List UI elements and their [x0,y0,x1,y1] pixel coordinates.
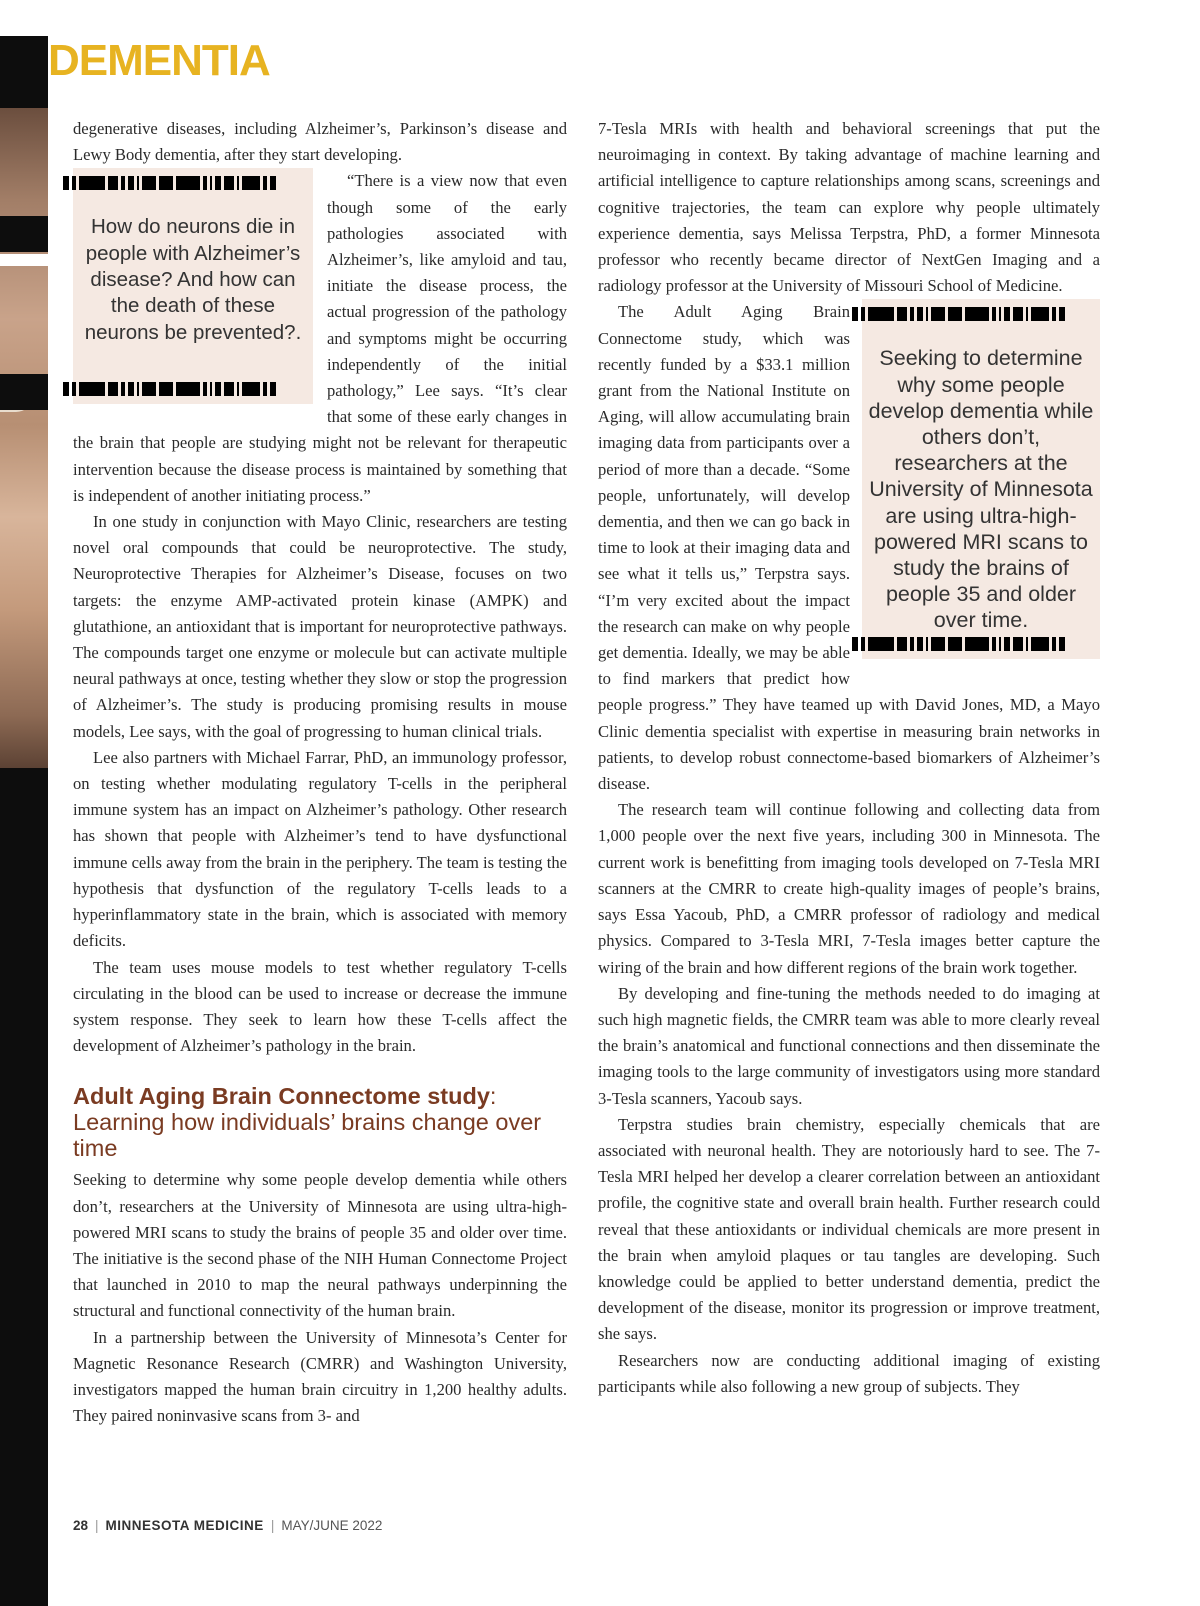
paragraph: The research team will continue following and collecting data from 1,000 people over the next five years, including 300 in Minnesota. The current work is benefitting from imaging tools developed on 7-Tesla MRI scanners at the CMRR to create high-quality images of people’s brains, says Essa Yacoub, PhD, a CMRR professor of radiology and medical physics. Compared to 3-Tesla MRI, 7-Tesla images better capture the wiring of the brain and how different regions of the brain work together. [598,800,1100,977]
edge-mark [0,216,48,252]
barcode-ornament-bottom [63,382,323,396]
barcode-bar [203,382,207,396]
barcode-bar [926,307,928,321]
paragraph: degenerative diseases, including Alzheimer’s, Parkinson’s disease and Lewy Body dementia, after they start developing. [73,119,567,165]
pull-quote [862,299,1100,659]
barcode-bar [948,307,962,321]
barcode-bar [897,307,907,321]
barcode-bar [263,176,267,190]
barcode-bar [965,307,989,321]
barcode-bar [910,637,914,651]
paragraph: “There is a view now that even though some of the early pathologies associated with Alzheimer’s, like amyloid and tau, initiate the disease process, the actual progression of the pathology and symptoms might be occurring independently of the initial pathology,” Lee says. “It’s clear that some of these early changes in the brain that people are studying might not be relevant for therapeutic intervention because the disease process is maintained by something that is independent of another initiating process.” [73,171,567,505]
barcode-bar [159,176,173,190]
barcode-bar [1052,307,1056,321]
barcode-bar [203,176,207,190]
barcode-bar [868,637,894,651]
barcode-bar [142,382,156,396]
barcode-bar [270,176,276,190]
barcode-bar [965,637,989,651]
magazine-name: MINNESOTA MEDICINE [105,1518,264,1533]
edge-mark-white [0,0,48,36]
barcode-bar [242,176,260,190]
section-title: DEMENTIA [48,36,270,85]
pull-quote [73,168,313,404]
barcode-bar [999,637,1001,651]
subhead-bold: Adult Aging Brain Connectome study [73,1083,490,1110]
barcode-bar [79,382,105,396]
pull-quote-text: Seeking to determine why some people develop dementia while others don’t, researchers at the University of Minnesota are using ultra-high-powered MRI scans to study the brains of people 35 and older over time. [868,346,1094,633]
paragraph: By developing and fine-tuning the methods needed to do imaging at such high magnetic fields, the CMRR team was able to more clearly reveal the brain’s anatomical and functional connections and then disseminate the imaging tools to the large community of investigators using more standard 3-Tesla scanners, Yacoub says. [598,983,1100,1108]
barcode-bar [868,307,894,321]
barcode-bar [861,307,865,321]
barcode-bar [242,382,260,396]
barcode-bar [159,382,173,396]
barcode-bar [176,382,200,396]
page-footer [73,1518,382,1533]
barcode-bar [215,176,221,190]
barcode-bar [1059,637,1065,651]
paragraph: Lee also partners with Michael Farrar, PhD, an immunology professor, on testing whether modulating regulatory T-cells in the peripheral immune system has an impact on Alzheimer’s pathology. Other research has shown that people with Alzheimer’s tend to have dysfunctional immune cells away from the brain in the periphery. The team is testing the hypothesis that dysfunction of the regulatory T-cells leads to a hyperinflammatory state in the brain, which is associated with memory deficits. [73,747,567,951]
barcode-bar [63,382,69,396]
footer-divider: | [270,1518,275,1533]
barcode-bar [897,637,907,651]
barcode-bar [215,382,221,396]
article-column-left [73,116,567,1429]
barcode-bar [210,176,212,190]
barcode-bar [1031,307,1049,321]
barcode-bar [224,176,234,190]
paragraph: Terpstra studies brain chemistry, especially chemicals that are associated with neuronal health. They are notoriously hard to see. The 7-Tesla MRI helped her develop a clearer correlation between an antioxidant profile, the cognitive state and overall brain health. Further research could reveal that these antioxidants or individual chemicals are more present in the brain when amyloid plaques or tau tangles are developing. Such knowledge could be applied to better understand dementia, predict the development of the disease, monitor its progression or improve treatment, she says. [598,1114,1100,1344]
issue-date: MAY/JUNE 2022 [281,1518,383,1533]
barcode-bar [224,382,234,396]
barcode-bar [917,637,923,651]
barcode-bar [992,307,996,321]
barcode-ornament-top [852,307,1110,321]
barcode-bar [931,307,945,321]
barcode-bar [270,382,276,396]
paragraph: The team uses mouse models to test whether regulatory T-cells circulating in the blood can be used to increase or decrease the immune system response. They seek to learn how these T-cells affect the development of Alzheimer’s pathology in the brain. [73,957,567,1056]
pull-quote-text: How do neurons die in people with Alzheimer’s disease? And how can the death of these neurons be prevented?. [84,215,302,344]
barcode-bar [992,637,996,651]
barcode-bar [72,382,76,396]
barcode-bar [861,637,865,651]
paragraph: In a partnership between the University of Minnesota’s Center for Magnetic Resonance Research (CMRR) and Washington University, investigators mapped the human brain circuitry in 1,200 healthy adults. They paired noninvasive scans from 3- and [73,1327,567,1426]
cover-photo-strip [0,108,48,768]
barcode-bar [1013,307,1023,321]
barcode-bar [176,176,200,190]
barcode-ornament-top [63,176,323,190]
paragraph: Researchers now are conducting additional imaging of existing participants while also following a new group of subjects. They [598,1350,1100,1396]
barcode-bar [128,382,134,396]
barcode-bar [137,176,139,190]
barcode-bar [1026,307,1028,321]
article-column-right [598,116,1100,1400]
barcode-bar [210,382,212,396]
paragraph: 7-Tesla MRIs with health and behavioral screenings that put the neuroimaging in context. By taking advantage of machine learning and artificial intelligence to capture relationships among scans, screenings and cognitive trajectories, the team can explore why people ultimately experience dementia, says Melissa Terpstra, PhD, a former Minnesota professor who recently became director of NextGen Imaging and a radiology professor at the University of Missouri School of Medicine. [598,119,1100,296]
barcode-bar [121,176,125,190]
barcode-bar [1013,637,1023,651]
barcode-bar [263,382,267,396]
barcode-bar [999,307,1001,321]
paragraph: The Adult Aging Brain Connectome study, which was recently funded by a $33.1 million grant from the National Institute on Aging, will allow accumulating brain imaging data from participants over a period of more than a decade. “Some people, unfortunately, will develop dementia, and then we can go back in time to look at their imaging data and see what it tells us,” Terpstra says. “I’m very excited about the impact the research can make on why people get dementia. Ideally, we may be able to find markers that predict how people progress.” They have teamed up with David Jones, MD, a Mayo Clinic dementia specialist with expertise in measuring brain networks in patients, to develop robust connectome-based biomarkers of Alzheimer’s disease. [598,302,1100,794]
edge-mark [0,374,48,410]
footer-divider: | [95,1518,99,1533]
section-subhead [73,1083,567,1161]
barcode-bar [1004,307,1010,321]
barcode-bar [931,637,945,651]
barcode-bar [948,637,962,651]
paragraph: Seeking to determine why some people develop dementia while others don’t, researchers at the University of Minnesota are using ultra-high-powered MRI scans to study the brains of people 35 and older over time. The initiative is the second phase of the NIH Human Connectome Project that launched in 2010 to map the neural pathways underpinning the structural and functional connectivity of the human brain. [73,1170,567,1321]
barcode-ornament-bottom [852,637,1110,651]
barcode-bar [142,176,156,190]
barcode-bar [237,382,239,396]
edge-mark-white [0,254,48,266]
barcode-bar [108,382,118,396]
barcode-bar [1004,637,1010,651]
barcode-bar [1031,637,1049,651]
barcode-bar [72,176,76,190]
barcode-bar [108,176,118,190]
barcode-bar [926,637,928,651]
barcode-bar [137,382,139,396]
paragraph: In one study in conjunction with Mayo Clinic, researchers are testing novel oral compounds that could be neuroprotective. The study, Neuroprotective Therapies for Alzheimer’s Disease, focuses on two targets: the enzyme AMP-activated protein kinase (AMPK) and glutathione, an antioxidant that is important for neuroprotective pathways. The compounds target one enzyme or molecule but can activate multiple neural pathways at once, testing whether they slow or stop the progression of Alzheimer’s. The study is producing promising results in mouse models, Lee says, with the goal of progressing to human clinical trials. [73,512,568,741]
barcode-bar [1059,307,1065,321]
barcode-bar [917,307,923,321]
subhead-rest: : Learning how individuals’ brains change over time [73,1083,542,1162]
barcode-bar [79,176,105,190]
page-number: 28 [73,1518,89,1533]
barcode-bar [121,382,125,396]
barcode-bar [910,307,914,321]
barcode-bar [1026,637,1028,651]
barcode-bar [128,176,134,190]
barcode-bar [1052,637,1056,651]
barcode-bar [852,307,858,321]
barcode-bar [63,176,69,190]
barcode-bar [237,176,239,190]
barcode-bar [852,637,858,651]
